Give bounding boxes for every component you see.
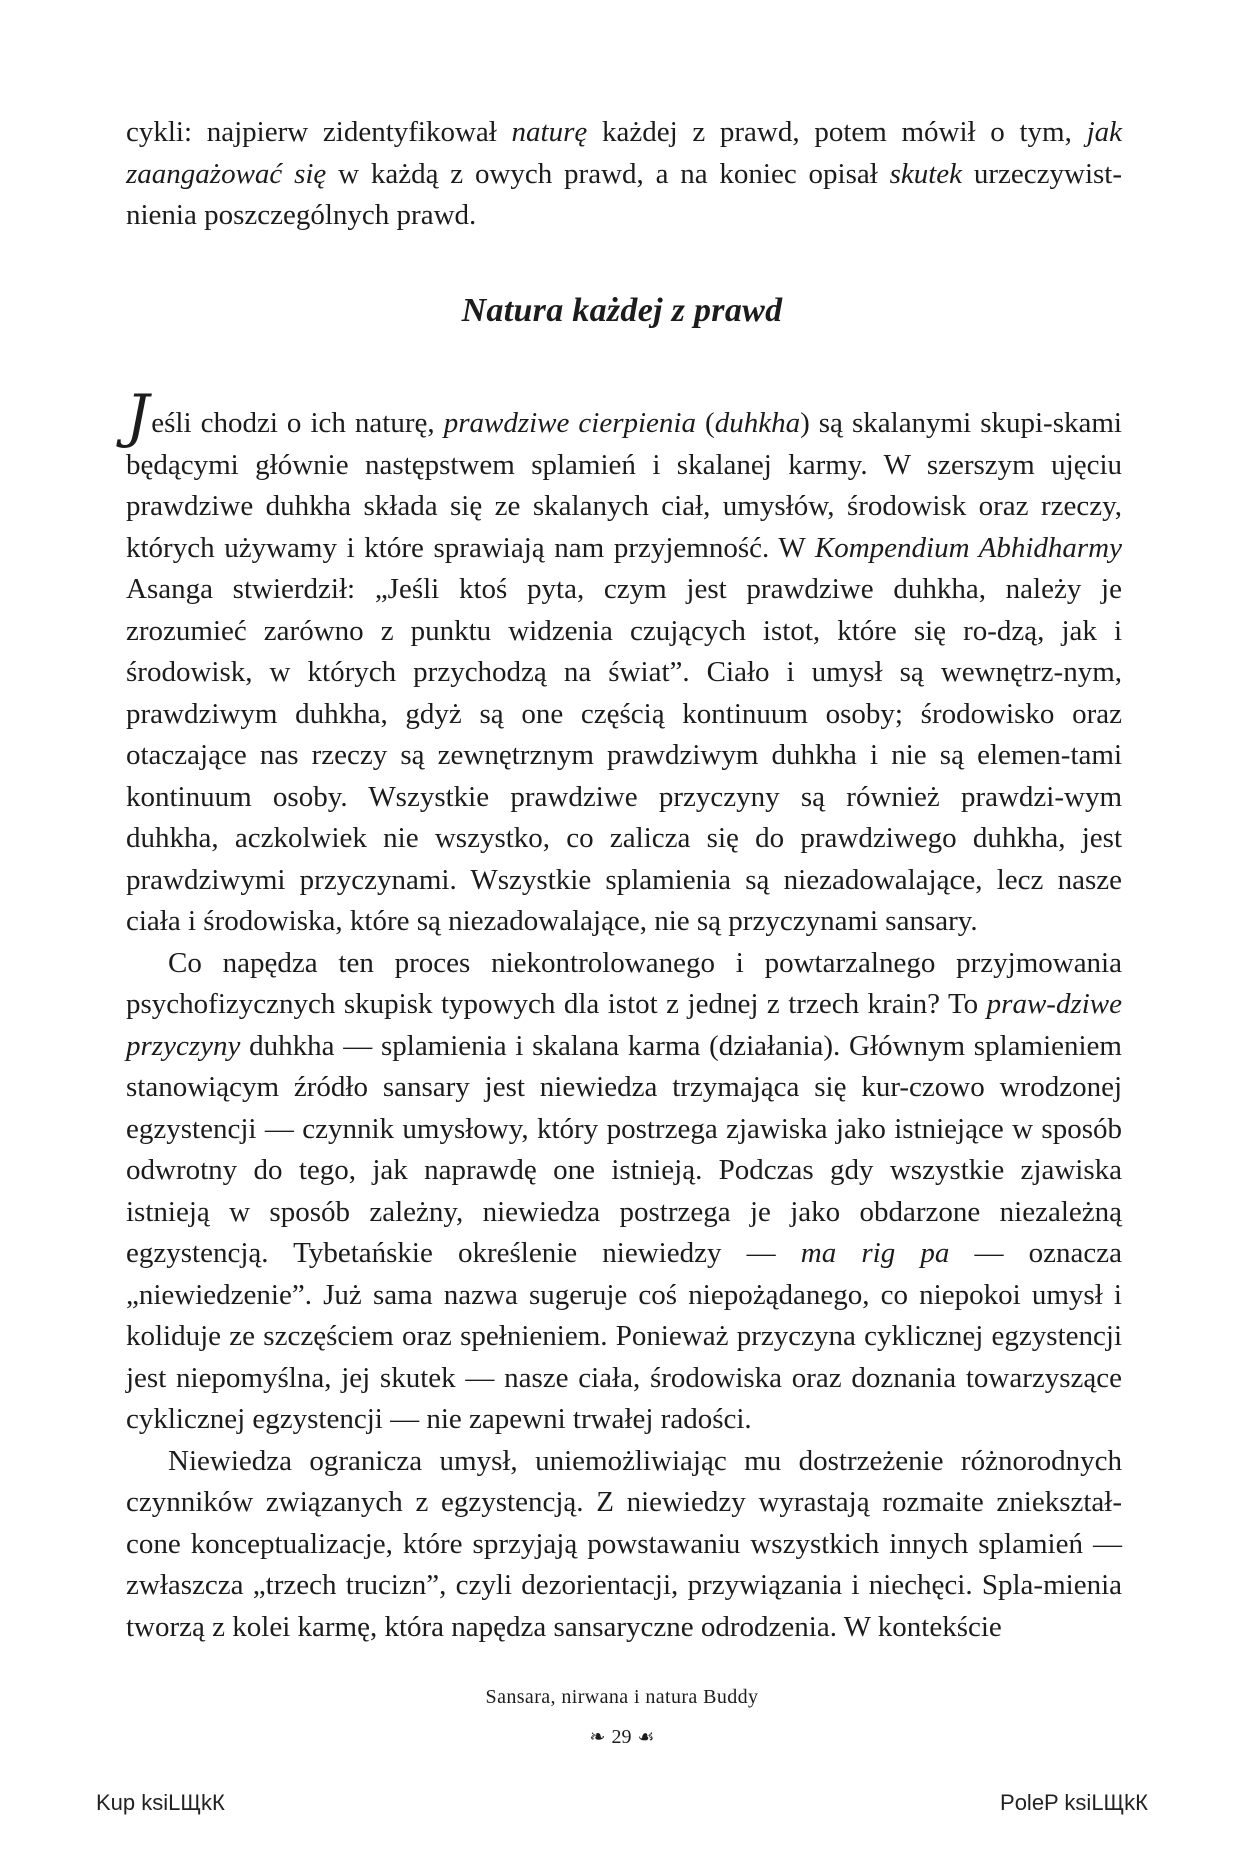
- paragraph-3: [126, 1441, 1122, 1649]
- p2-text-3: — oznacza „niewiedzenie”. Już sama nazwa sugeruje coś niepożądanego, co niepokoi umysł i koliduje ze szczęściem oraz spełnieniem. Ponieważ przyczyna cyklicznej egzystencji jest niepomyślna, jej skutek — nasze ciała, środowiska oraz doznania towarzyszące cyklicznej egzystencji — nie zapewni trwałej radości.: [126, 1237, 1122, 1435]
- body-text: [126, 382, 1122, 1648]
- p1-text-2: (: [696, 407, 715, 439]
- p1-text-3: ) są skalanymi skupi-skami będącymi głównie następstwem splamień i skalanej karmy. W szerszym ujęciu prawdziwe duhkha składa się ze skalanych ciał, umysłów, środowisk oraz rzeczy, których używamy i które sprawiają nam przyjemność. W: [126, 407, 1122, 564]
- intro-text: [126, 112, 1122, 237]
- left-fleuron-icon: ❧: [589, 1726, 606, 1748]
- intro-text-4: urzeczywist-nienia poszczególnych prawd.: [126, 157, 1123, 231]
- paragraph-1: [126, 382, 1122, 943]
- intro-paragraph: [126, 112, 1122, 237]
- page-number-row: [0, 1726, 1244, 1749]
- intro-text-2: każdej z prawd, potem mówił o tym,: [587, 116, 1087, 148]
- drop-cap: J: [126, 382, 150, 450]
- paragraph-2: [126, 943, 1122, 1441]
- recommend-book-link[interactable]: PoleP ksiLЩkК: [1000, 1790, 1148, 1815]
- p1-text-4: Asanga stwierdził: „Jeśli ktoś pyta, czym jest prawdziwe duhkha, należy je zrozumieć zarówno z punktu widzenia czujących istot, które się ro-dzą, jak i środowisk, w których przychodzą na świat”. Ciało i umysł są wewnętrz-nym, prawdziwym duhkha, gdyż są one częścią kontinuum osoby; środowisko oraz otaczające nas rzeczy są zewnętrznym prawdziwym duhkha i nie są elemen-tami kontinuum osoby. Wszystkie prawdziwe przyczyny są również prawdzi-wym duhkha, aczkolwiek nie wszystko, co zalicza się do prawdziwego duhkha, jest prawdziwymi przyczynami. Wszystkie splamienia są niezadowalające, lecz nasze ciała i środowiska, które są niezadowalające, nie są przyczynami sansary.: [126, 573, 1122, 937]
- intro-emphasis-2: jak zaangażować się: [126, 116, 1123, 190]
- p1-emphasis-1: prawdziwe cierpienia: [443, 407, 696, 439]
- p1-emphasis-3: Kompendium Abhidharmy: [814, 531, 1122, 564]
- p2-text-1: Co napędza ten proces niekontrolowanego i powtarzalnego przyjmowania psychofizycznych skupisk typowych dla istot z jednej z trzech krain? To: [126, 946, 1122, 1020]
- p2-text-2: duhkha — splamienia i skalana karma (działania). Głównym splamieniem stanowiącym źródło sansary jest niewiedza trzymająca się kur-czowo wrodzonej egzystencji — czynnik umysłowy, który postrzega zjawiska jako istniejące w sposób odwrotny do tego, jak naprawdę one istnieją. Podczas gdy wszystkie zjawiska istnieją w sposób zależny, niewiedza postrzega je jako obdarzone niezależną egzystencją. Tybetańskie określenie niewiedzy —: [126, 1029, 1122, 1269]
- p1-text-1: eśli chodzi o ich naturę,: [151, 407, 444, 439]
- right-fleuron-icon: ☙: [637, 1726, 655, 1748]
- p1-emphasis-2: duhkha: [714, 407, 801, 439]
- p3-text-1: Niewiedza ogranicza umysł, uniemożliwiając mu dostrzeżenie różnorodnych czynników związanych z egzystencją. Z niewiedzy wyrastają rozmaite zniekształ-cone konceptualizacje, które sprzyjają powstawaniu wszystkich innych splamień — zwłaszcza „trzech trucizn”, czyli dezorientacji, przywiązania i niechęci. Spla-mienia tworzą z kolei karmę, która napędza sansaryczne odrodzenia. W kontekście: [126, 1444, 1122, 1643]
- p2-emphasis-2: ma rig pa: [800, 1237, 950, 1269]
- p2-emphasis-1: praw-dziwe przyczyny: [126, 988, 1122, 1062]
- intro-text-1: cykli: najpierw zidentyfikował: [126, 116, 512, 148]
- intro-text-3: w każdą z owych prawd, a na koniec opisał: [326, 157, 890, 190]
- buy-book-link[interactable]: Kup ksiLЩkК: [96, 1790, 225, 1815]
- running-footer-title: Sansara, nirwana i natura Buddy: [485, 1686, 759, 1708]
- page-number: 29: [611, 1726, 632, 1748]
- intro-emphasis-1: naturę: [511, 116, 588, 148]
- section-heading: Natura każdej z prawd: [461, 292, 783, 329]
- intro-emphasis-3: skutek: [889, 157, 963, 190]
